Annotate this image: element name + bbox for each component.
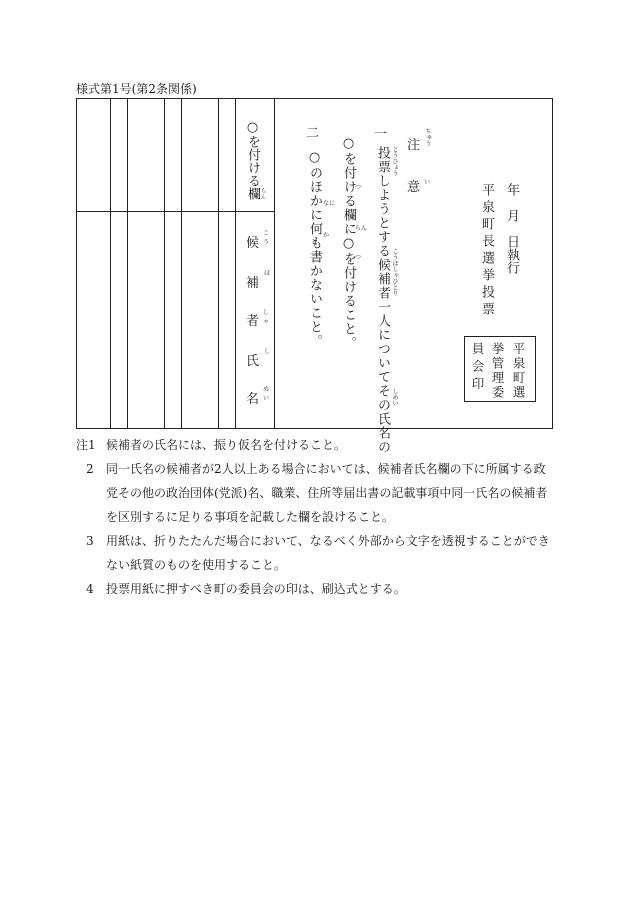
candidate-ruby: めい xyxy=(263,386,270,402)
notice-title-ruby: い xyxy=(424,179,431,186)
candidate-char: 名 xyxy=(246,392,260,407)
notice-item2-ruby: か xyxy=(323,232,330,239)
note-item xyxy=(76,529,556,577)
form-header: 様式第1号(第2条関係) xyxy=(76,82,197,96)
candidate-ruby: こう xyxy=(263,230,270,246)
grid-line xyxy=(110,98,111,429)
candidate-ruby: しゃ xyxy=(263,309,270,325)
notice-title-ruby: ちゅう xyxy=(424,128,431,146)
candidate-char: 候 xyxy=(246,236,260,251)
grid-line xyxy=(127,98,128,429)
candidate-char: 氏 xyxy=(246,354,260,369)
notice-title-char: 意 xyxy=(407,180,421,195)
note-item xyxy=(76,433,556,457)
note-text: 候補者の氏名には、振り仮名を付けること。 xyxy=(106,438,347,452)
grid-line xyxy=(164,98,165,429)
election-title: 平泉町長選挙投票 xyxy=(479,183,494,319)
notice-item1-ruby: らん xyxy=(355,225,368,232)
execution-date: 年 月 日執行 xyxy=(504,183,519,274)
notice-item1-ruby: つ xyxy=(355,254,362,261)
notice-item1-ruby: つ xyxy=(355,184,362,191)
note-number: 3 xyxy=(86,534,94,548)
candidate-char: 者 xyxy=(246,314,260,329)
mark-column-text: ○を付ける xyxy=(245,120,260,187)
notice-item1-ruby: こうほしゃひとり xyxy=(391,248,398,296)
committee-stamp xyxy=(464,336,536,402)
notice-item1-line2: ○を付ける欄に○を付けること。 xyxy=(341,136,356,350)
grid-line xyxy=(181,98,182,429)
grid-line xyxy=(76,211,274,212)
notice-item2-text: ○のほかに何も書かないこと。 xyxy=(307,150,322,348)
note-item xyxy=(76,577,556,601)
note-text: 用紙は、折りたたんだ場合において、なるべく外部から文字を透視することができない紙質のものを使用すること。 xyxy=(106,534,550,572)
notes-list xyxy=(76,433,556,601)
note-number: 4 xyxy=(86,582,94,596)
notice-item2-ruby: なに xyxy=(323,200,336,207)
notice-title-char: 注 xyxy=(407,138,421,153)
notice-item1-ruby: しめい xyxy=(391,388,398,406)
grid-line xyxy=(274,98,275,429)
stamp-line: 平泉町選 xyxy=(511,342,526,400)
candidate-char: 補 xyxy=(246,276,260,291)
notice-item1-number: 一 xyxy=(374,127,388,142)
stamp-line: 挙管理委 xyxy=(490,342,505,400)
note-text: 投票用紙に押すべき町の委員会の印は、刷込式とする。 xyxy=(106,582,406,596)
note-text: 同一氏名の候補者が2人以上ある場合においては、候補者氏名欄の下に所属する政党その他の政治団体(党派)名、職業、住所等届出書の記載事項中同一氏名の候補者を区別するに足りる事項を記載した欄を設けること。 xyxy=(106,462,548,524)
grid-line xyxy=(235,98,236,429)
grid-line xyxy=(218,98,219,429)
note-number: 注1 xyxy=(76,438,96,452)
candidate-ruby: ほ xyxy=(264,270,271,277)
mark-column-ruby: 欄 らん xyxy=(245,187,266,200)
note-number: 2 xyxy=(86,462,94,476)
stamp-line: 員会印 xyxy=(470,342,485,395)
notice-item1-ruby: とうひょう xyxy=(391,146,398,176)
notice-item2-number: 二 xyxy=(306,126,320,141)
mark-column-label xyxy=(243,120,266,200)
candidate-ruby: し xyxy=(264,348,271,355)
note-item xyxy=(76,457,556,529)
notice-item1-line1: 投票しようとする候補者一人についてその氏名の xyxy=(375,146,390,454)
